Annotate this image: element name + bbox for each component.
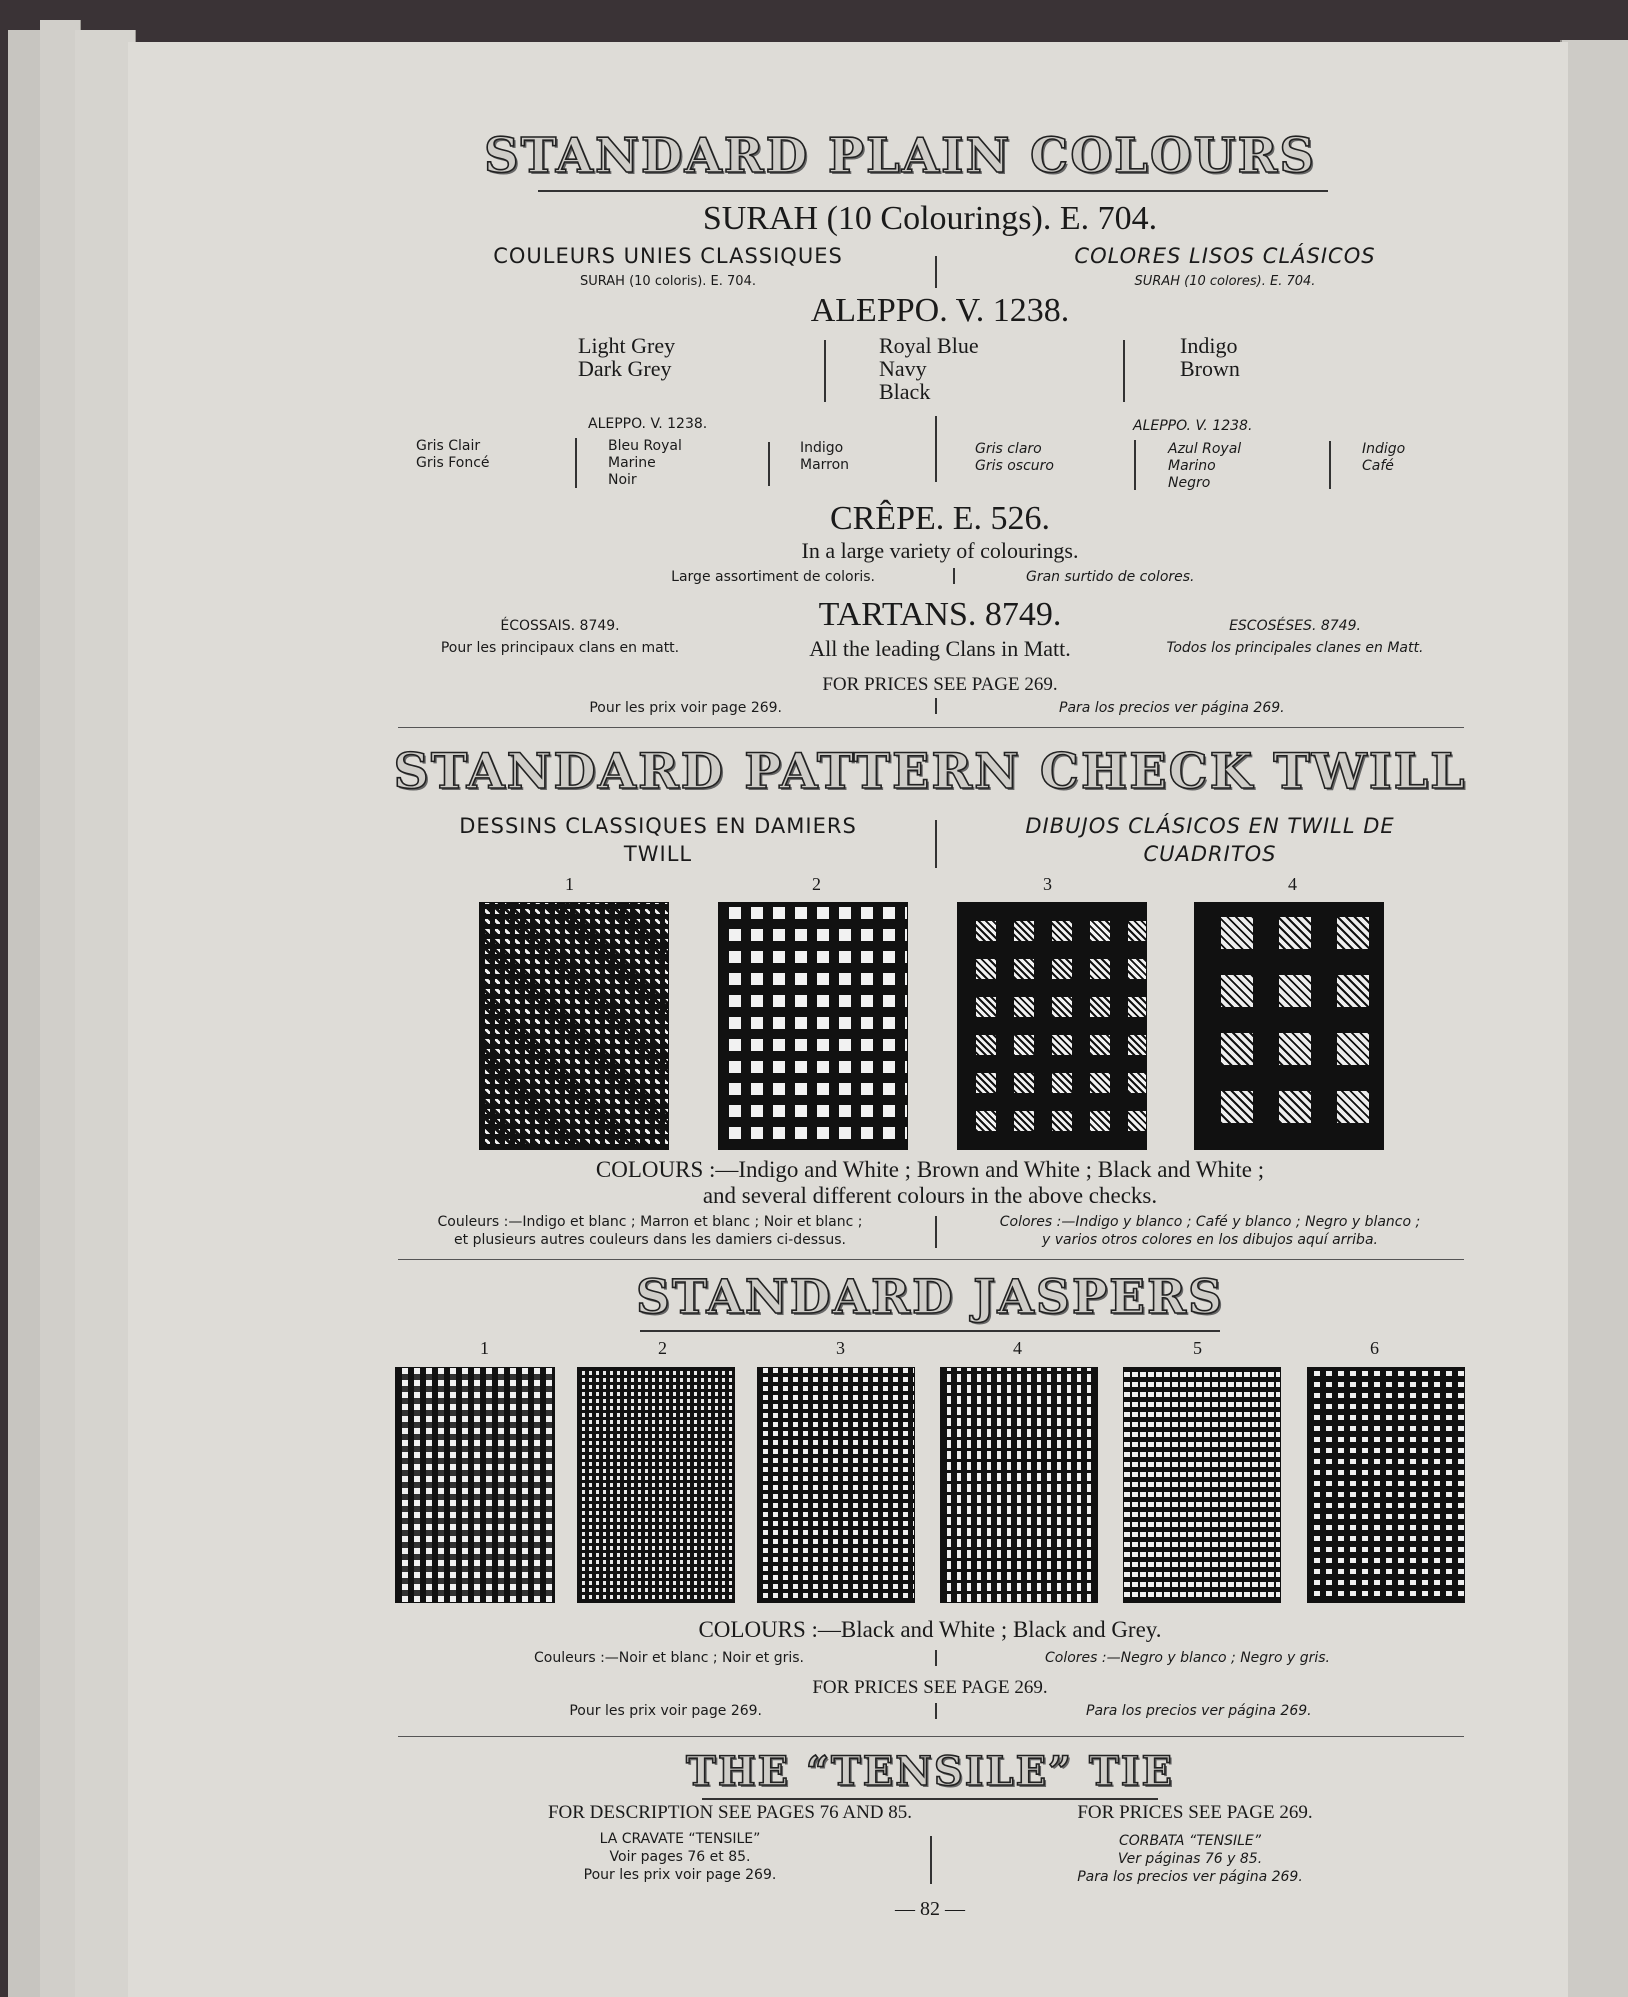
swatch-number: 1 bbox=[480, 1338, 489, 1358]
swatch-number: 3 bbox=[836, 1338, 845, 1358]
jasper-swatch-3 bbox=[757, 1367, 915, 1603]
fr-aleppo: ALEPPO. V. 1238. bbox=[588, 416, 708, 432]
colour-item: Noir bbox=[608, 472, 637, 488]
twill-swatch-3 bbox=[957, 902, 1147, 1150]
colour-item: Bleu Royal bbox=[608, 438, 682, 454]
aleppo-heading: ALEPPO. V. 1238. bbox=[810, 292, 1070, 329]
jasper-swatch-6 bbox=[1307, 1367, 1465, 1603]
surah-line: SURAH (10 Colourings). E. 704. bbox=[702, 200, 1158, 237]
jaspers-title: STANDARD JASPERS bbox=[636, 1270, 1224, 1325]
jaspers-colours: COLOURS :—Black and White ; Black and Grey. bbox=[698, 1617, 1162, 1642]
jasper-swatch-5 bbox=[1123, 1367, 1281, 1603]
tartans-es: Todos los principales clanes en Matt. bbox=[1166, 640, 1424, 656]
es-colour-list-3 bbox=[1362, 441, 1405, 475]
colour-item: Gris Clair bbox=[416, 438, 481, 454]
crepe-subtitle: In a large variety of colourings. bbox=[801, 538, 1079, 563]
swatch-number: 4 bbox=[1288, 874, 1297, 894]
jasper-swatch-4 bbox=[940, 1367, 1098, 1603]
divider bbox=[935, 820, 937, 868]
jasper-swatch-1 bbox=[395, 1367, 555, 1603]
colour-item: Gris Foncé bbox=[416, 455, 490, 471]
es-heading: COLORES LISOS CLÁSICOS bbox=[1074, 244, 1376, 268]
fr-surah: SURAH (10 coloris). E. 704. bbox=[580, 274, 756, 289]
colour-item: Brown bbox=[1180, 356, 1240, 381]
swatch-number: 4 bbox=[1013, 1338, 1022, 1358]
divider bbox=[575, 438, 577, 488]
tensile-desc: FOR DESCRIPTION SEE PAGES 76 AND 85. bbox=[547, 1802, 913, 1823]
colour-item: Indigo bbox=[800, 440, 844, 456]
swatch-number: 5 bbox=[1193, 1338, 1202, 1358]
twill-es-heading-2: CUADRITOS bbox=[1143, 842, 1277, 866]
section-rule bbox=[398, 727, 1464, 728]
en-colour-list-1 bbox=[578, 334, 675, 380]
colour-item: Azul Royal bbox=[1168, 441, 1242, 457]
fr-colour-list-3 bbox=[800, 440, 849, 474]
colour-item: Royal Blue bbox=[879, 333, 979, 358]
swatch-number: 3 bbox=[1043, 874, 1052, 894]
divider bbox=[1134, 440, 1136, 490]
tartans-heading: TARTANS. 8749. bbox=[818, 596, 1062, 633]
tensile-es-1: Ver páginas 76 y 85. bbox=[1117, 1851, 1263, 1867]
title-underline bbox=[640, 1330, 1220, 1332]
crepe-fr: Large assortiment de coloris. bbox=[671, 569, 875, 585]
swatch-number: 2 bbox=[658, 1338, 667, 1358]
colour-item: Navy bbox=[879, 356, 927, 381]
jaspers-prices-fr: Pour les prix voir page 269. bbox=[569, 1703, 762, 1719]
section-rule bbox=[398, 1259, 1464, 1260]
swatch-number: 6 bbox=[1370, 1338, 1379, 1358]
divider bbox=[935, 1650, 937, 1666]
twill-es-colours-2: y varios otros colores en los dibujos aquí arriba. bbox=[1042, 1232, 1378, 1248]
twill-swatch-1 bbox=[479, 902, 669, 1150]
colour-item: Marino bbox=[1168, 458, 1216, 474]
divider bbox=[935, 256, 937, 288]
jaspers-es-colours: Colores :—Negro y blanco ; Negro y gris. bbox=[1045, 1650, 1330, 1666]
swatch-number: 1 bbox=[565, 874, 574, 894]
crepe-heading: CRÊPE. E. 526. bbox=[829, 500, 1051, 537]
twill-colours-1: COLOURS :—Indigo and White ; Brown and White ; Black and White ; bbox=[595, 1157, 1265, 1182]
divider bbox=[1123, 340, 1125, 402]
divider bbox=[768, 442, 770, 486]
es-colour-list-1 bbox=[975, 441, 1054, 475]
tartans-fr-heading: ÉCOSSAIS. 8749. bbox=[500, 618, 620, 634]
jaspers-fr-colours: Couleurs :—Noir et blanc ; Noir et gris. bbox=[534, 1650, 804, 1666]
colour-item: Negro bbox=[1168, 475, 1211, 491]
plain-colours-title: STANDARD PLAIN COLOURS bbox=[483, 128, 1317, 184]
title-underline bbox=[538, 190, 1328, 192]
plain-prices: FOR PRICES SEE PAGE 269. bbox=[822, 674, 1058, 695]
page-edge bbox=[75, 30, 136, 1997]
divider bbox=[953, 568, 955, 584]
fr-colour-list-2 bbox=[608, 438, 682, 489]
tensile-title: THE “TENSILE” TIE bbox=[686, 1748, 1174, 1795]
twill-title: STANDARD PATTERN CHECK TWILL bbox=[393, 742, 1467, 800]
es-aleppo: ALEPPO. V. 1238. bbox=[1133, 418, 1253, 434]
twill-fr-colours-2: et plusieurs autres couleurs dans les damiers ci-dessus. bbox=[454, 1232, 846, 1248]
tartans-fr: Pour les principaux clans en matt. bbox=[440, 640, 680, 656]
twill-colours-2: and several different colours in the above checks. bbox=[702, 1183, 1158, 1208]
colour-item: Black bbox=[879, 379, 931, 404]
colour-item: Dark Grey bbox=[578, 356, 672, 381]
colour-item: Light Grey bbox=[578, 333, 676, 358]
divider bbox=[935, 1703, 937, 1719]
jaspers-prices-es: Para los precios ver página 269. bbox=[1086, 1703, 1312, 1719]
tensile-es-2: Para los precios ver página 269. bbox=[1077, 1869, 1303, 1885]
colour-item: Gris claro bbox=[975, 441, 1042, 457]
twill-swatch-4 bbox=[1194, 902, 1384, 1150]
twill-swatch-2 bbox=[718, 902, 908, 1150]
page-edge-right bbox=[1560, 40, 1628, 1997]
title-underline bbox=[702, 1798, 1158, 1800]
colour-item: Indigo bbox=[1180, 333, 1238, 358]
divider bbox=[935, 1216, 937, 1248]
divider bbox=[824, 340, 826, 402]
tensile-fr-1: Voir pages 76 et 85. bbox=[609, 1849, 751, 1865]
divider bbox=[935, 416, 937, 482]
es-surah: SURAH (10 colores). E. 704. bbox=[1134, 274, 1316, 289]
divider bbox=[1329, 441, 1331, 489]
swatch-number: 2 bbox=[812, 874, 821, 894]
tensile-fr-2: Pour les prix voir page 269. bbox=[583, 1867, 777, 1883]
colour-item: Marron bbox=[800, 457, 850, 473]
section-rule bbox=[398, 1736, 1464, 1737]
jasper-swatch-2 bbox=[577, 1367, 735, 1603]
twill-fr-heading-2: TWILL bbox=[623, 842, 693, 866]
twill-es-colours-1: Colores :—Indigo y blanco ; Café y blanco ; Negro y blanco ; bbox=[999, 1214, 1421, 1230]
plain-prices-fr: Pour les prix voir page 269. bbox=[589, 700, 782, 716]
colour-item: Gris oscuro bbox=[975, 458, 1054, 474]
tartans-es-heading: ESCOSÉSES. 8749. bbox=[1229, 618, 1361, 634]
es-colour-list-2 bbox=[1168, 441, 1241, 492]
plain-prices-es: Para los precios ver página 269. bbox=[1059, 700, 1285, 716]
divider bbox=[930, 1836, 932, 1884]
colour-item: Indigo bbox=[1362, 441, 1406, 457]
twill-fr-colours-1: Couleurs :—Indigo et blanc ; Marron et blanc ; Noir et blanc ; bbox=[437, 1214, 863, 1230]
colour-item: Café bbox=[1362, 458, 1394, 474]
tensile-fr-heading: LA CRAVATE “TENSILE” bbox=[599, 1831, 761, 1847]
divider bbox=[935, 698, 937, 714]
page-number: — 82 — bbox=[895, 1898, 965, 1920]
twill-es-heading-1: DIBUJOS CLÁSICOS EN TWILL DE bbox=[1025, 814, 1395, 838]
tensile-es-heading: CORBATA “TENSILE” bbox=[1118, 1833, 1262, 1849]
tartans-subtitle: All the leading Clans in Matt. bbox=[809, 636, 1071, 661]
en-colour-list-2 bbox=[879, 334, 979, 403]
jaspers-prices: FOR PRICES SEE PAGE 269. bbox=[812, 1677, 1048, 1698]
twill-fr-heading-1: DESSINS CLASSIQUES EN DAMIERS bbox=[459, 814, 857, 838]
tensile-prices: FOR PRICES SEE PAGE 269. bbox=[1077, 1802, 1313, 1823]
crepe-es: Gran surtido de colores. bbox=[1026, 569, 1195, 585]
en-colour-list-3 bbox=[1180, 334, 1240, 380]
fr-heading: COULEURS UNIES CLASSIQUES bbox=[493, 244, 843, 268]
colour-item: Marine bbox=[608, 455, 656, 471]
fr-colour-list-1 bbox=[416, 438, 490, 472]
